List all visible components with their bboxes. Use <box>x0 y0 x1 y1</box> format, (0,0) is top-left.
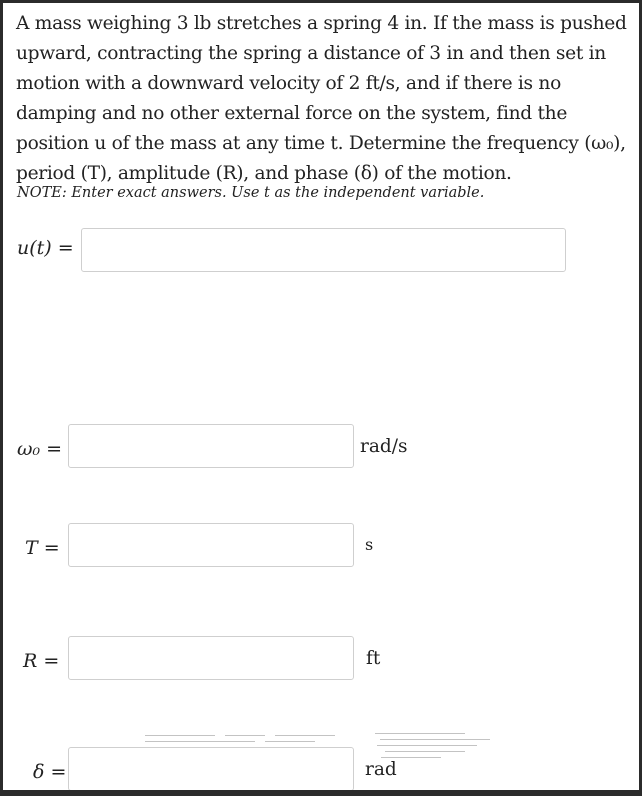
phase-unit: rad <box>365 759 397 780</box>
problem-line: motion with a downward velocity of 2 ft/s, and if there is no <box>16 73 561 94</box>
question-panel <box>3 3 639 790</box>
omega-answer-input[interactable] <box>68 424 354 468</box>
u-label <box>17 237 74 259</box>
omega-label <box>17 438 62 460</box>
instruction-note: NOTE: Enter exact answers. Use t as the independent variable. <box>17 185 485 201</box>
u-answer-input[interactable] <box>81 228 566 272</box>
u-label-text: u(t) <box>17 237 52 259</box>
phase-answer-input[interactable] <box>68 747 354 790</box>
problem-line: position u of the mass at any time t. Determine the frequency (ω₀), <box>16 133 626 154</box>
phase-label <box>33 761 66 783</box>
amplitude-equals: = <box>43 650 60 672</box>
period-equals: = <box>43 537 60 559</box>
u-equals: = <box>57 237 74 259</box>
omega-unit: rad/s <box>360 436 408 457</box>
omega-equals: = <box>46 438 63 460</box>
problem-line: damping and no other external force on the system, find the <box>16 103 568 124</box>
problem-line: A mass weighing 3 lb stretches a spring 4 in. If the mass is pushed <box>16 13 627 34</box>
phase-equals: = <box>50 761 67 783</box>
problem-statement <box>16 9 628 189</box>
amplitude-answer-input[interactable] <box>68 636 354 680</box>
amplitude-label-text: R <box>23 650 38 672</box>
period-unit: s <box>365 535 374 554</box>
period-answer-input[interactable] <box>68 523 354 567</box>
period-label-text: T <box>25 537 38 559</box>
amplitude-unit: ft <box>366 648 381 669</box>
problem-line: upward, contracting the spring a distance of 3 in and then set in <box>16 43 606 64</box>
problem-line: period (T), amplitude (R), and phase (δ) of the motion. <box>16 163 512 184</box>
period-label <box>25 537 60 559</box>
phase-label-text: δ <box>33 761 45 783</box>
amplitude-label <box>23 650 59 672</box>
omega-label-text: ω₀ <box>17 438 41 460</box>
